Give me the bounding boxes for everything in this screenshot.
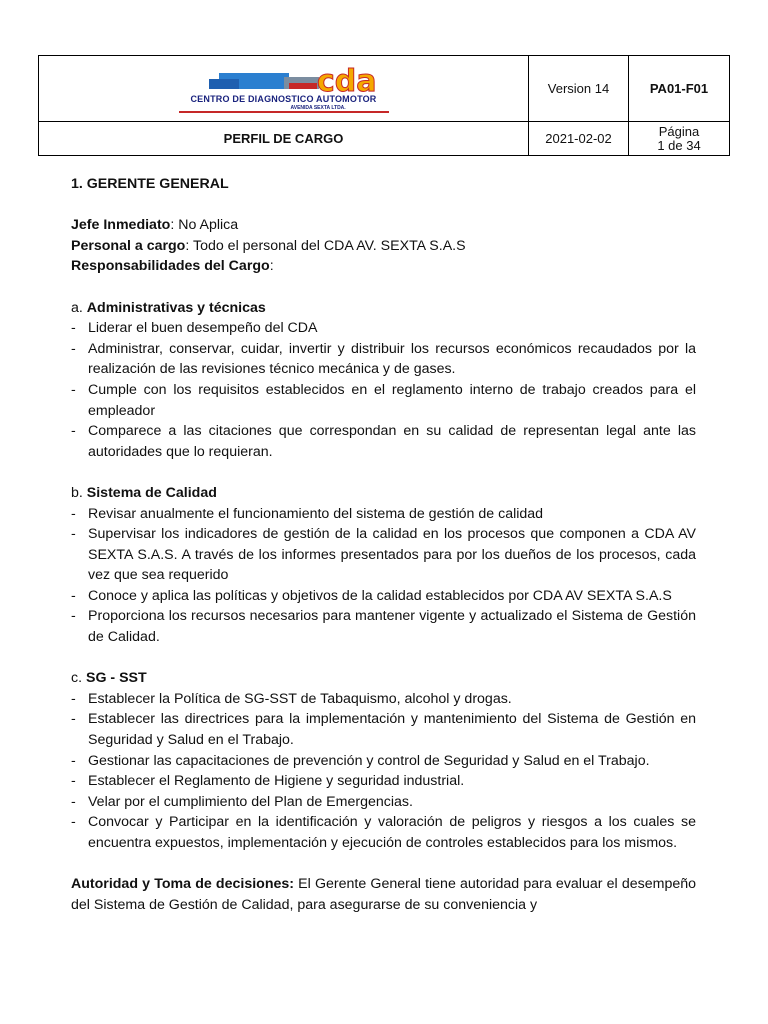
document-header-table [38, 55, 730, 156]
list-item: - Gestionar las capacitaciones de prevención y control de Seguridad y Salud en el Trabajo. [71, 751, 696, 772]
bullet-dash: - [71, 814, 76, 831]
bullet-dash: - [71, 587, 76, 604]
bullet-dash: - [71, 793, 76, 810]
document-title: PERFIL DE CARGO [39, 122, 529, 156]
bullet-dash: - [71, 752, 76, 769]
version-cell: Version 14 [529, 56, 629, 122]
logo-subtext: AVENIDA SEXTA LTDA. [290, 105, 346, 111]
bullet-dash: - [71, 773, 76, 790]
bullet-dash: - [71, 526, 76, 543]
responsibility-groups [71, 277, 696, 854]
personal-a-cargo: Personal a cargo: Todo el personal del CDA AV. SEXTA S.A.S [71, 237, 466, 254]
responsabilidades-label: Responsabilidades del Cargo: [71, 258, 274, 275]
list-item: - Conoce y aplica las políticas y objetivos de la calidad establecidos por CDA AV SEXTA S.A.S [71, 586, 696, 607]
bullet-dash: - [71, 423, 76, 440]
list-item: - Revisar anualmente el funcionamiento del sistema de gestión de calidad [71, 504, 696, 525]
bullet-dash: - [71, 711, 76, 728]
bullet-dash: - [71, 320, 76, 337]
document-body [71, 174, 696, 915]
list-item: - Establecer la Política de SG-SST de Tabaquismo, alcohol y drogas. [71, 689, 696, 710]
autoridad-paragraph: Autoridad y Toma de decisiones: El Gerente General tiene autoridad para evaluar el desempeño del Sistema de Gestión de Calidad, para asegurarse de su conveniencia y [71, 876, 696, 913]
bullet-dash: - [71, 340, 76, 357]
svg-text:cda: cda [316, 64, 377, 95]
jefe-inmediato: Jefe Inmediato: No Aplica [71, 217, 239, 234]
page-cell [629, 122, 730, 156]
group-title: a. Administrativas y técnicas [71, 299, 266, 316]
bullet-dash: - [71, 690, 76, 707]
logo-text: CENTRO DE DIAGNOSTICO AUTOMOTOR [190, 94, 377, 104]
document-date: 2021-02-02 [529, 122, 629, 156]
list-item: - Proporciona los recursos necesarios para mantener vigente y actualizado el Sistema de Gestión de Calidad. [71, 608, 696, 646]
list-item: - Convocar y Participar en la identificación y valoración de peligros y riesgos a los cuales se encuentra expuestos, implementación y ejecución de controles establecidos para los mismos. [71, 814, 696, 851]
list-item: - Comparece a las citaciones que correspondan en su calidad de representan legal ante las autoridades que lo requieran. [71, 423, 696, 460]
list-item: - Liderar el buen desempeño del CDA [71, 318, 696, 339]
list-item: - Supervisar los indicadores de gestión de la calidad en los procesos que componen a CDA AV SEXTA S.A.S. A través de los informes presentados para por los dueños de los procesos, cada vez que sea requerido [71, 526, 696, 584]
company-logo [179, 61, 389, 113]
bullet-dash: - [71, 381, 76, 398]
logo-underline [179, 111, 389, 113]
page-number: 1 de 34 [657, 137, 701, 153]
list-item: - Velar por el cumplimiento del Plan de Emergencias. [71, 792, 696, 813]
section-heading: 1. GERENTE GENERAL [71, 176, 229, 192]
bullet-dash: - [71, 505, 76, 522]
logo-graphic [179, 61, 389, 95]
list-item: - Establecer las directrices para la implementación y mantenimiento del Sistema de Gestión en Seguridad y Salud en el Trabajo. [71, 711, 696, 749]
group-title: b. Sistema de Calidad [71, 484, 217, 501]
page-label: Página [658, 123, 700, 139]
bullet-dash: - [71, 608, 76, 625]
logo-cell [39, 56, 529, 122]
list-item: - Cumple con los requisitos establecidos en el reglamento interno de trabajo creados para el empleador [71, 381, 696, 419]
list-item: - Administrar, conservar, cuidar, invertir y distribuir los recursos económicos recaudados por la realización de las revisiones técnico mecánica y de gases. [71, 340, 696, 378]
list-item: - Establecer el Reglamento de Higiene y seguridad industrial. [71, 771, 696, 792]
group-title: c. SG - SST [71, 670, 147, 687]
document-code: PA01-F01 [629, 56, 730, 122]
